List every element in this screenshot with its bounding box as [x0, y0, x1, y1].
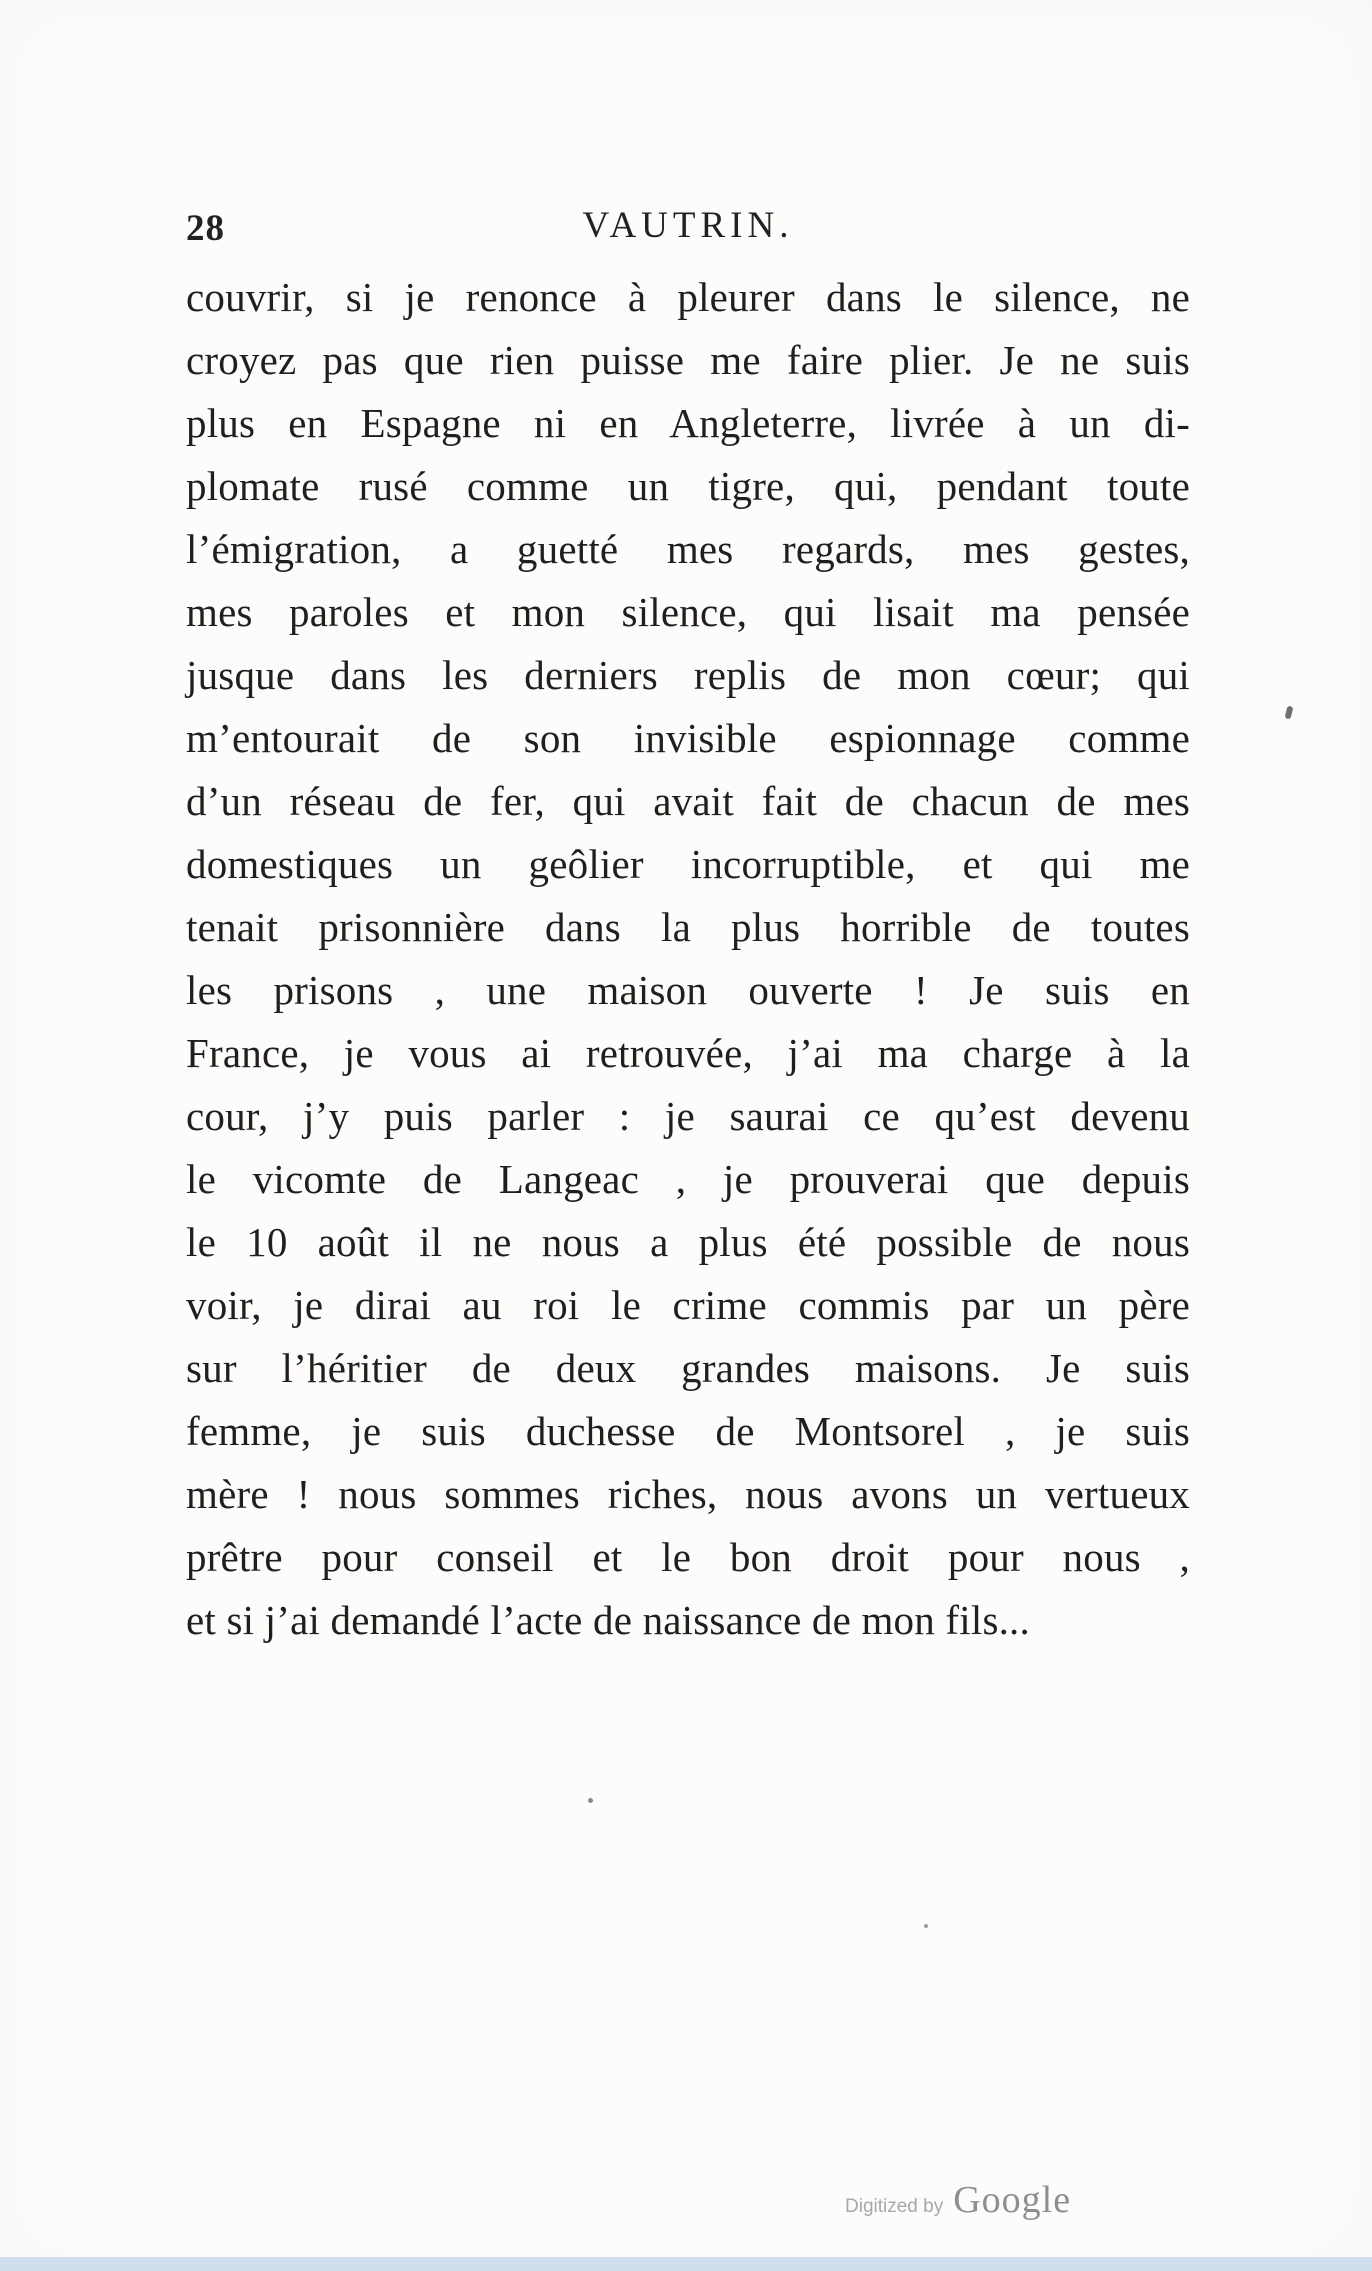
text-line: tenait prisonnière dans la plus horrible de toutes [186, 904, 1190, 950]
text-line: l’émigration, a guetté mes regards, mes gestes, [186, 526, 1190, 572]
page-text [186, 266, 1190, 1652]
text-line: couvrir, si je renonce à pleurer dans le silence, ne [186, 274, 1190, 320]
scan-artifact-dot [588, 1798, 593, 1803]
text-line: mes paroles et mon silence, qui lisait ma pensée [186, 589, 1190, 635]
text-line: le 10 août il ne nous a plus été possible de nous [186, 1219, 1190, 1265]
text-line: sur l’héritier de deux grandes maisons. Je suis [186, 1345, 1190, 1391]
text-line: cour, j’y puis parler : je saurai ce qu’est devenu [186, 1093, 1190, 1139]
page-bottom-edge [0, 2257, 1372, 2271]
google-logo: Google [953, 2179, 1072, 2221]
digitized-watermark [845, 2178, 1071, 2222]
scan-artifact-quote-mark [1285, 705, 1294, 719]
digitized-by-label: Digitized by [845, 2196, 944, 2217]
text-line: les prisons , une maison ouverte ! Je suis en [186, 967, 1190, 1013]
text-line: France, je vous ai retrouvée, j’ai ma charge à la [186, 1030, 1190, 1076]
running-title: VAUTRIN. [582, 205, 794, 246]
text-line: croyez pas que rien puisse me faire plier. Je ne suis [186, 337, 1190, 383]
text-line: m’entourait de son invisible espionnage comme [186, 715, 1190, 761]
text-line: mère ! nous sommes riches, nous avons un vertueux [186, 1471, 1190, 1517]
scan-artifact-dot [924, 1924, 928, 1928]
text-line: le vicomte de Langeac , je prouverai que depuis [186, 1156, 1190, 1202]
text-line: plus en Espagne ni en Angleterre, livrée à un di- [186, 400, 1190, 446]
page-header [186, 204, 1190, 260]
text-line: jusque dans les derniers replis de mon cœur; qui [186, 652, 1190, 698]
page-number: 28 [186, 208, 225, 249]
text-line: femme, je suis duchesse de Montsorel , je suis [186, 1408, 1190, 1454]
text-line: plomate rusé comme un tigre, qui, pendant toute [186, 463, 1190, 509]
text-line: prêtre pour conseil et le bon droit pour nous , [186, 1534, 1190, 1580]
text-line: domestiques un geôlier incorruptible, et qui me [186, 841, 1190, 887]
text-line: voir, je dirai au roi le crime commis par un père [186, 1282, 1190, 1328]
text-line: d’un réseau de fer, qui avait fait de chacun de mes [186, 778, 1190, 824]
text-line: et si j’ai demandé l’acte de naissance de mon fils... [186, 1597, 1030, 1643]
